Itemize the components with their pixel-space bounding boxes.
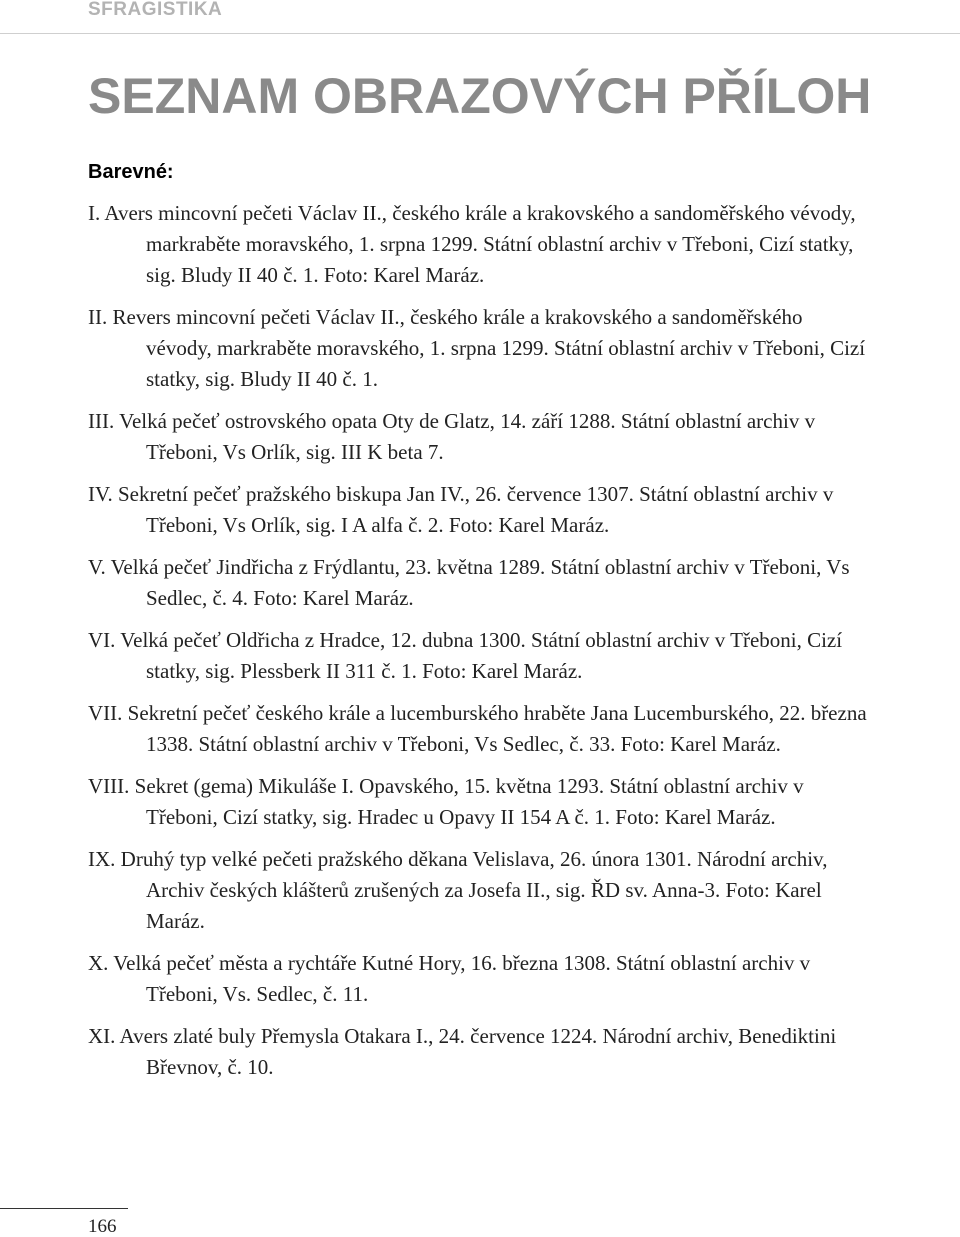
list-item <box>88 479 868 541</box>
entry-text: Avers zlaté buly Přemysla Otakara I., 24. července 1224. Národní archiv, Benediktini Břevnov, č. 10. <box>119 1024 837 1079</box>
entry-number: III. <box>88 409 115 433</box>
entry-number: V. <box>88 555 106 579</box>
list-item <box>88 698 868 760</box>
list-item <box>88 406 868 468</box>
entry-number: I. <box>88 201 101 225</box>
list-item <box>88 198 868 291</box>
entry-number: IV. <box>88 482 113 506</box>
page-number: 166 <box>88 1216 117 1237</box>
entry-number: VII. <box>88 701 123 725</box>
entry-text: Velká pečeť Jindřicha z Frýdlantu, 23. května 1289. Státní oblastní archiv v Třeboni, Vs Sedlec, č. 4. Foto: Karel Maráz. <box>110 555 850 610</box>
list-item <box>88 844 868 937</box>
list-item <box>88 552 868 614</box>
entry-number: II. <box>88 305 108 329</box>
entry-number: XI. <box>88 1024 116 1048</box>
footer-rule <box>0 1208 128 1209</box>
entry-text: Revers mincovní pečeti Václav II., českého krále a krakovského a sandoměřského vévody, markraběte moravského, 1. srpna 1299. Státní oblastní archiv v Třeboni, Cizí statky, sig. Bludy II 40 č. 1. <box>112 305 866 391</box>
page-title: SEZNAM OBRAZOVÝCH PŘÍLOH <box>88 68 872 124</box>
illustration-list <box>88 198 868 1094</box>
entry-text: Sekretní pečeť českého krále a lucemburského hraběte Jana Lucemburského, 22. března 1338. Státní oblastní archiv v Třeboni, Vs Sedlec, č. 33. Foto: Karel Maráz. <box>127 701 867 756</box>
list-item <box>88 625 868 687</box>
entry-text: Velká pečeť ostrovského opata Oty de Glatz, 14. září 1288. Státní oblastní archiv v Třeboni, Vs Orlík, sig. III K beta 7. <box>119 409 816 464</box>
list-item <box>88 771 868 833</box>
list-item <box>88 302 868 395</box>
entry-text: Velká pečeť Oldřicha z Hradce, 12. dubna 1300. Státní oblastní archiv v Třeboni, Cizí statky, sig. Plessberk II 311 č. 1. Foto: Karel Maráz. <box>120 628 843 683</box>
entry-text: Avers mincovní pečeti Václav II., českého krále a krakovského a sandoměřského vévody, markraběte moravského, 1. srpna 1299. Státní oblastní archiv v Třeboni, Cizí statky, sig. Bludy II 40 č. 1. Foto: Karel Maráz. <box>104 201 856 287</box>
section-heading: Barevné: <box>88 161 174 183</box>
list-item <box>88 1021 868 1083</box>
entry-text: Druhý typ velké pečeti pražského děkana Velislava, 26. února 1301. Národní archiv, Archiv českých klášterů zrušených za Josefa II., sig. ŘD sv. Anna-3. Foto: Karel Maráz. <box>120 847 828 933</box>
running-header: SFRAGISTIKA <box>88 0 223 20</box>
entry-number: IX. <box>88 847 116 871</box>
header-rule <box>0 33 960 34</box>
entry-number: VIII. <box>88 774 130 798</box>
entry-text: Sekretní pečeť pražského biskupa Jan IV., 26. července 1307. Státní oblastní archiv v Třeboni, Vs Orlík, sig. I A alfa č. 2. Foto: Karel Maráz. <box>117 482 834 537</box>
entry-text: Sekret (gema) Mikuláše I. Opavského, 15. května 1293. Státní oblastní archiv v Třeboni, Cizí statky, sig. Hradec u Opavy II 154 A č. 1. Foto: Karel Maráz. <box>134 774 804 829</box>
entry-number: VI. <box>88 628 116 652</box>
list-item <box>88 948 868 1010</box>
entry-number: X. <box>88 951 109 975</box>
entry-text: Velká pečeť města a rychtáře Kutné Hory, 16. března 1308. Státní oblastní archiv v Třeboni, Vs. Sedlec, č. 11. <box>113 951 811 1006</box>
